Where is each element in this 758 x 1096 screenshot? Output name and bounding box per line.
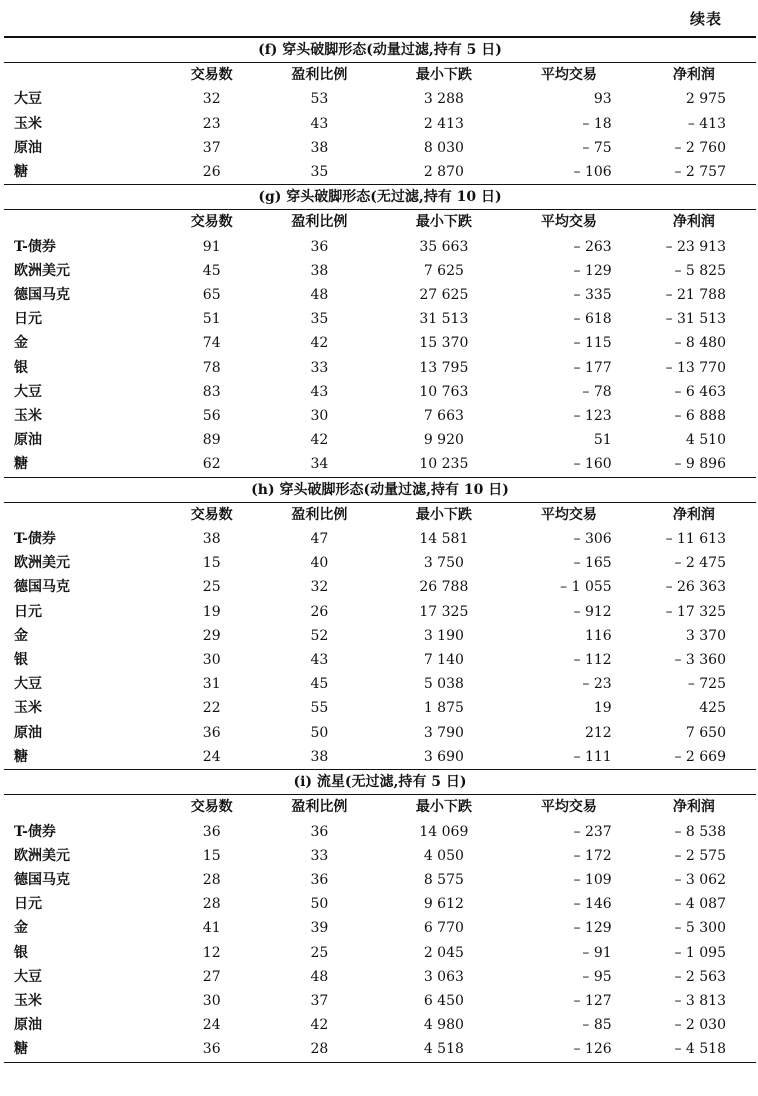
commodity-name: 糖 — [14, 164, 28, 181]
drawdown-cell: 3 750 — [423, 555, 464, 572]
trades-cell: 31 — [202, 676, 221, 693]
table-row — [4, 527, 756, 551]
commodity-name: T-债券 — [14, 238, 56, 255]
avg-trade-cell: – 237 — [573, 823, 612, 840]
net-profit-header: 净利润 — [672, 506, 715, 523]
avg-trade-cell: – 165 — [573, 555, 612, 572]
section-title: (g) 穿头破脚形态(无过滤,持有 10 日) — [4, 185, 756, 210]
table-row — [4, 892, 756, 916]
avg-trade-cell: – 335 — [573, 287, 612, 304]
net-profit-cell: – 5 825 — [674, 262, 726, 279]
win-pct-cell: 50 — [310, 724, 329, 741]
column-header-row — [4, 795, 756, 820]
net-profit-cell: – 5 300 — [674, 920, 726, 937]
table-row — [4, 745, 756, 770]
win-pct-cell: 34 — [310, 456, 329, 473]
win-pct-cell: 32 — [310, 579, 329, 596]
drawdown-cell: 3 690 — [423, 748, 464, 765]
net-profit-cell: – 17 325 — [665, 603, 726, 620]
avg-trade-cell: – 177 — [573, 359, 612, 376]
net-profit-cell: – 3 062 — [674, 871, 726, 888]
commodity-name: 日元 — [14, 311, 42, 328]
drawdown-cell: 17 325 — [419, 603, 469, 620]
table-row — [4, 235, 756, 259]
commodity-name: 玉米 — [14, 700, 42, 717]
table-row — [4, 868, 756, 892]
net-profit-cell: – 23 913 — [665, 238, 726, 255]
trades-cell: 89 — [202, 432, 221, 449]
trades-cell: 12 — [202, 944, 221, 961]
avg-trade-cell: – 111 — [573, 748, 612, 765]
commodity-name: 大豆 — [14, 968, 42, 985]
drawdown-cell: 13 795 — [419, 359, 469, 376]
commodity-name: 欧洲美元 — [14, 555, 70, 572]
win-pct-cell: 25 — [310, 944, 329, 961]
win-pct-header: 盈利比例 — [291, 799, 348, 816]
column-header-row — [4, 63, 756, 88]
avg-trade-cell: – 75 — [582, 139, 612, 156]
net-profit-cell: – 8 538 — [674, 823, 726, 840]
commodity-name: 糖 — [4, 1037, 166, 1062]
win-pct-header: 盈利比例 — [291, 506, 348, 523]
drawdown-cell: 14 069 — [419, 823, 469, 840]
drawdown-cell: 1 875 — [423, 700, 464, 717]
drawdown-cell: 8 575 — [423, 871, 464, 888]
net-profit-cell: – 4 087 — [674, 896, 726, 913]
table-row — [4, 259, 756, 283]
avg-trade-cell: – 160 — [573, 456, 612, 473]
column-header-row — [4, 210, 756, 235]
drawdown-cell: 2 045 — [423, 944, 464, 961]
win-pct-cell: 48 — [310, 968, 329, 985]
win-pct-cell: 45 — [310, 676, 329, 693]
avg-trade-header: 平均交易 — [540, 67, 597, 84]
drawdown-cell: 2 870 — [423, 164, 464, 181]
drawdown-header: 最小下跌 — [415, 506, 472, 523]
trades-cell: 27 — [202, 968, 221, 985]
section-title-row — [4, 185, 756, 210]
results-table-body — [4, 37, 756, 1062]
avg-trade-cell: – 91 — [582, 944, 612, 961]
drawdown-cell: 9 920 — [423, 432, 464, 449]
trades-cell: 56 — [202, 408, 221, 425]
trades-cell: 41 — [202, 920, 221, 937]
trades-header: 交易数 — [190, 799, 233, 816]
trades-cell: 38 — [202, 531, 221, 548]
drawdown-cell: 15 370 — [419, 335, 469, 352]
net-profit-cell: – 1 095 — [674, 944, 726, 961]
avg-trade-cell: – 172 — [573, 847, 612, 864]
table-row — [4, 844, 756, 868]
trades-cell: 51 — [202, 311, 221, 328]
drawdown-cell: 3 063 — [423, 968, 464, 985]
table-row — [4, 916, 756, 940]
commodity-name: 金 — [14, 920, 28, 937]
win-pct-cell: 37 — [310, 992, 329, 1009]
drawdown-cell: 35 663 — [419, 238, 469, 255]
win-pct-header: 盈利比例 — [291, 214, 348, 231]
section-title-row — [4, 477, 756, 502]
avg-trade-cell: – 146 — [573, 896, 612, 913]
section-title: (h) 穿头破脚形态(动量过滤,持有 10 日) — [4, 477, 756, 502]
table-row — [4, 112, 756, 136]
avg-trade-cell: – 618 — [573, 311, 612, 328]
avg-trade-cell: – 78 — [582, 383, 612, 400]
net-profit-cell: 2 975 — [685, 91, 726, 108]
table-row — [4, 160, 756, 185]
commodity-name: 大豆 — [14, 91, 42, 108]
commodity-name: 银 — [14, 652, 28, 669]
trades-cell: 26 — [202, 164, 221, 181]
table-row — [4, 624, 756, 648]
trades-cell: 30 — [202, 652, 221, 669]
table-row — [4, 283, 756, 307]
trades-cell: 15 — [202, 847, 221, 864]
avg-trade-cell: 51 — [593, 432, 612, 449]
net-profit-cell: – 9 896 — [674, 456, 726, 473]
win-pct-cell: 33 — [310, 847, 329, 864]
avg-trade-cell: – 23 — [582, 676, 612, 693]
net-profit-header: 净利润 — [672, 67, 715, 84]
avg-trade-cell: – 85 — [582, 1017, 612, 1034]
trades-cell: 37 — [202, 139, 221, 156]
table-row — [4, 600, 756, 624]
table-row — [4, 452, 756, 477]
table-row — [4, 1013, 756, 1037]
table-row — [4, 648, 756, 672]
commodity-name: 银 — [14, 944, 28, 961]
avg-trade-cell: – 106 — [573, 164, 612, 181]
commodity-name: 原油 — [14, 432, 42, 449]
net-profit-cell: – 31 513 — [665, 311, 726, 328]
win-pct-cell: 55 — [310, 700, 329, 717]
drawdown-cell: 27 625 — [419, 287, 469, 304]
net-profit-cell: 4 510 — [685, 432, 726, 449]
avg-trade-header: 平均交易 — [540, 214, 597, 231]
trades-cell: 25 — [202, 579, 221, 596]
drawdown-header: 最小下跌 — [415, 799, 472, 816]
net-profit-cell: – 21 788 — [665, 287, 726, 304]
avg-trade-cell: – 109 — [573, 871, 612, 888]
win-pct-cell: 43 — [310, 652, 329, 669]
net-profit-cell: – 725 — [687, 676, 726, 693]
avg-trade-header: 平均交易 — [540, 506, 597, 523]
table-row — [4, 551, 756, 575]
avg-trade-cell: – 126 — [506, 1037, 632, 1062]
section-title-row — [4, 37, 756, 63]
trades-cell: 15 — [202, 555, 221, 572]
trades-cell: 22 — [202, 700, 221, 717]
trades-cell: 32 — [202, 91, 221, 108]
avg-trade-cell: – 115 — [573, 335, 612, 352]
table-row — [4, 1037, 756, 1062]
win-pct-cell: 39 — [310, 920, 329, 937]
net-profit-cell: – 2 030 — [674, 1017, 726, 1034]
trades-cell: 29 — [202, 627, 221, 644]
trades-cell: 65 — [202, 287, 221, 304]
win-pct-cell: 43 — [310, 115, 329, 132]
continued-label: 续表 — [689, 10, 722, 28]
drawdown-cell: 4 518 — [382, 1037, 506, 1062]
commodity-name: 原油 — [14, 139, 42, 156]
commodity-name: 日元 — [14, 896, 42, 913]
net-profit-cell: – 8 480 — [674, 335, 726, 352]
drawdown-cell: 3 790 — [423, 724, 464, 741]
win-pct-cell: 38 — [310, 262, 329, 279]
avg-trade-cell: – 306 — [573, 531, 612, 548]
win-pct-cell: 53 — [310, 91, 329, 108]
win-pct-cell: 28 — [257, 1037, 381, 1062]
net-profit-cell: – 413 — [687, 115, 726, 132]
trades-cell: 19 — [202, 603, 221, 620]
trades-cell: 45 — [202, 262, 221, 279]
commodity-name: 日元 — [14, 603, 42, 620]
table-row — [4, 356, 756, 380]
table-row — [4, 820, 756, 844]
drawdown-cell: 10 235 — [419, 456, 469, 473]
win-pct-cell: 35 — [310, 311, 329, 328]
net-profit-cell: 425 — [699, 700, 726, 717]
avg-trade-cell: – 129 — [573, 920, 612, 937]
drawdown-cell: 3 288 — [423, 91, 464, 108]
drawdown-cell: 4 050 — [423, 847, 464, 864]
commodity-header — [4, 210, 166, 235]
commodity-name: 原油 — [14, 724, 42, 741]
commodity-name: 玉米 — [14, 115, 42, 132]
net-profit-cell: – 26 363 — [665, 579, 726, 596]
win-pct-header: 盈利比例 — [291, 67, 348, 84]
table-row — [4, 721, 756, 745]
net-profit-cell: 7 650 — [685, 724, 726, 741]
avg-trade-cell: – 263 — [573, 238, 612, 255]
trades-cell: 24 — [202, 1017, 221, 1034]
net-profit-cell: – 2 669 — [674, 748, 726, 765]
commodity-name: T-债券 — [14, 823, 56, 840]
commodity-name: 糖 — [14, 456, 28, 473]
commodity-name: 德国马克 — [14, 287, 70, 304]
drawdown-cell: 2 413 — [423, 115, 464, 132]
commodity-name: 银 — [14, 359, 28, 376]
trades-cell: 30 — [202, 992, 221, 1009]
commodity-name: 糖 — [14, 748, 28, 765]
avg-trade-cell: – 18 — [582, 115, 612, 132]
net-profit-cell: – 4 518 — [632, 1037, 756, 1062]
avg-trade-cell: 116 — [584, 627, 612, 644]
net-profit-cell: – 6 463 — [674, 383, 726, 400]
trades-cell: 23 — [202, 115, 221, 132]
net-profit-cell: – 13 770 — [665, 359, 726, 376]
drawdown-header: 最小下跌 — [415, 67, 472, 84]
avg-trade-cell: – 95 — [582, 968, 612, 985]
commodity-name: 大豆 — [14, 676, 42, 693]
table-row — [4, 989, 756, 1013]
win-pct-cell: 42 — [310, 335, 329, 352]
table-row — [4, 672, 756, 696]
commodity-name: 欧洲美元 — [14, 847, 70, 864]
table-row — [4, 428, 756, 452]
avg-trade-cell: – 129 — [573, 262, 612, 279]
avg-trade-cell: 212 — [584, 724, 612, 741]
drawdown-cell: 5 038 — [423, 676, 464, 693]
commodity-name: 金 — [14, 335, 28, 352]
avg-trade-cell: – 1 055 — [560, 579, 612, 596]
net-profit-cell: – 2 575 — [674, 847, 726, 864]
drawdown-cell: 26 788 — [419, 579, 469, 596]
table-row — [4, 575, 756, 599]
commodity-name: 欧洲美元 — [14, 262, 70, 279]
net-profit-cell: – 3 813 — [674, 992, 726, 1009]
trades-cell: 28 — [202, 871, 221, 888]
drawdown-cell: 7 140 — [423, 652, 464, 669]
avg-trade-header: 平均交易 — [540, 799, 597, 816]
section-title: (i) 流星(无过滤,持有 5 日) — [4, 770, 756, 795]
table-row — [4, 87, 756, 111]
win-pct-cell: 33 — [310, 359, 329, 376]
commodity-name: 玉米 — [14, 408, 42, 425]
trades-cell: 24 — [202, 748, 221, 765]
drawdown-cell: 8 030 — [423, 139, 464, 156]
net-profit-cell: – 2 757 — [674, 164, 726, 181]
win-pct-cell: 38 — [310, 748, 329, 765]
win-pct-cell: 43 — [310, 383, 329, 400]
win-pct-cell: 36 — [310, 871, 329, 888]
drawdown-cell: 10 763 — [419, 383, 469, 400]
drawdown-cell: 6 450 — [423, 992, 464, 1009]
table-row — [4, 965, 756, 989]
trades-cell: 36 — [166, 1037, 257, 1062]
commodity-header — [4, 502, 166, 527]
trades-cell: 83 — [202, 383, 221, 400]
win-pct-cell: 42 — [310, 432, 329, 449]
win-pct-cell: 40 — [310, 555, 329, 572]
trades-cell: 74 — [202, 335, 221, 352]
drawdown-cell: 9 612 — [423, 896, 464, 913]
drawdown-cell: 4 980 — [423, 1017, 464, 1034]
commodity-name: 德国马克 — [14, 871, 70, 888]
section-title-row — [4, 770, 756, 795]
win-pct-cell: 30 — [310, 408, 329, 425]
win-pct-cell: 48 — [310, 287, 329, 304]
net-profit-cell: – 6 888 — [674, 408, 726, 425]
trades-cell: 36 — [202, 823, 221, 840]
table-row — [4, 380, 756, 404]
table-row — [4, 331, 756, 355]
net-profit-cell: – 2 760 — [674, 139, 726, 156]
commodity-name: 德国马克 — [14, 579, 70, 596]
avg-trade-cell: 93 — [593, 91, 612, 108]
commodity-header — [4, 795, 166, 820]
table-row — [4, 404, 756, 428]
column-header-row — [4, 502, 756, 527]
drawdown-cell: 3 190 — [423, 627, 464, 644]
commodity-name: 玉米 — [14, 992, 42, 1009]
net-profit-cell: 3 370 — [685, 627, 726, 644]
table-row — [4, 307, 756, 331]
net-profit-cell: – 11 613 — [665, 531, 726, 548]
win-pct-cell: 38 — [310, 139, 329, 156]
results-table — [4, 36, 756, 1063]
win-pct-cell: 35 — [310, 164, 329, 181]
win-pct-cell: 36 — [310, 238, 329, 255]
trades-cell: 78 — [202, 359, 221, 376]
win-pct-cell: 47 — [310, 531, 329, 548]
trades-cell: 91 — [202, 238, 221, 255]
table-row — [4, 941, 756, 965]
trades-header: 交易数 — [190, 67, 233, 84]
avg-trade-cell: 19 — [593, 700, 612, 717]
commodity-name: T-债券 — [14, 531, 56, 548]
avg-trade-cell: – 912 — [573, 603, 612, 620]
net-profit-header: 净利润 — [672, 799, 715, 816]
drawdown-cell: 14 581 — [419, 531, 469, 548]
drawdown-cell: 31 513 — [419, 311, 469, 328]
drawdown-cell: 6 770 — [423, 920, 464, 937]
win-pct-cell: 50 — [310, 896, 329, 913]
net-profit-cell: – 3 360 — [674, 652, 726, 669]
commodity-name: 大豆 — [14, 383, 42, 400]
trades-cell: 62 — [202, 456, 221, 473]
trades-cell: 28 — [202, 896, 221, 913]
net-profit-cell: – 2 563 — [674, 968, 726, 985]
avg-trade-cell: – 123 — [573, 408, 612, 425]
win-pct-cell: 26 — [310, 603, 329, 620]
commodity-name: 原油 — [14, 1017, 42, 1034]
commodity-header — [4, 63, 166, 88]
section-title: (f) 穿头破脚形态(动量过滤,持有 5 日) — [4, 37, 756, 63]
win-pct-cell: 52 — [310, 627, 329, 644]
win-pct-cell: 42 — [310, 1017, 329, 1034]
avg-trade-cell: – 112 — [573, 652, 612, 669]
win-pct-cell: 36 — [310, 823, 329, 840]
commodity-name: 金 — [14, 627, 28, 644]
trades-header: 交易数 — [190, 506, 233, 523]
avg-trade-cell: – 127 — [573, 992, 612, 1009]
table-row — [4, 136, 756, 160]
drawdown-cell: 7 625 — [423, 262, 464, 279]
net-profit-cell: – 2 475 — [674, 555, 726, 572]
drawdown-header: 最小下跌 — [415, 214, 472, 231]
trades-cell: 36 — [202, 724, 221, 741]
table-row — [4, 696, 756, 720]
trades-header: 交易数 — [190, 214, 233, 231]
drawdown-cell: 7 663 — [423, 408, 464, 425]
net-profit-header: 净利润 — [672, 214, 715, 231]
